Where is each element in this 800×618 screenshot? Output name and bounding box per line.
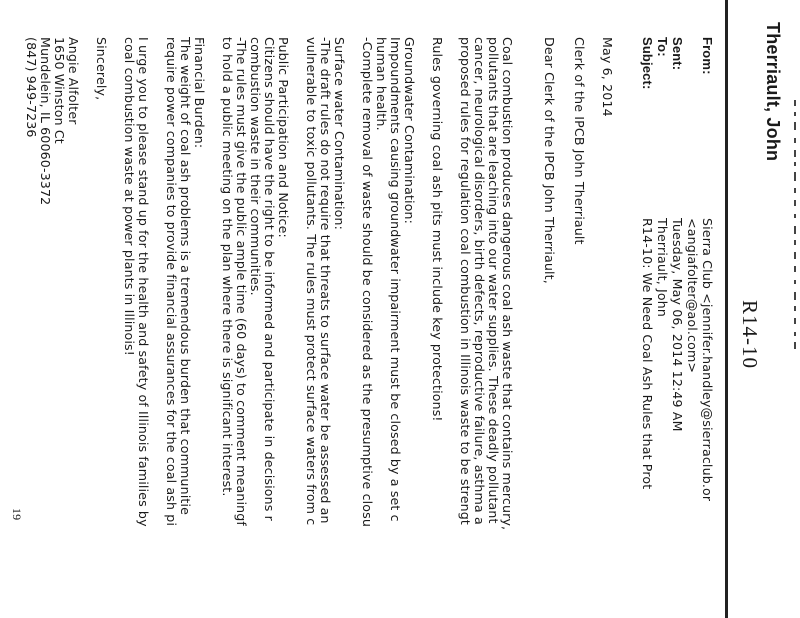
section-heading: Public Participation and Notice: — [276, 37, 291, 238]
section-heading: Financial Burden: — [192, 37, 207, 149]
paragraph-line: human health. — [374, 37, 389, 131]
paragraph-line: combustion waste in their communities. — [248, 37, 263, 296]
paragraph-line: cancer, neurological disorders, birth defects, reproductive failure, asthma a — [472, 37, 487, 525]
signer-city: Mundelein, IL 60060-3372 — [38, 37, 53, 206]
paragraph-line: vulnerable to toxic pollutants. The rules must protect surface waters from c — [304, 37, 319, 526]
sent-label: Sent: — [670, 37, 685, 71]
sent-value: Tuesday, May 06, 2014 12:49 AM — [670, 218, 685, 432]
paragraph-line: Impoundments causing groundwater impairment must be closed by a set c — [388, 37, 403, 522]
signer-name: Angie Alfolter — [66, 37, 81, 125]
subject-value: R14-10: We Need Coal Ash Rules that Prot — [640, 218, 655, 490]
paragraph-line: -Complete removal of waste should be considered as the presumptive closu — [360, 37, 375, 527]
signer-phone: (847) 949-7236 — [24, 37, 39, 138]
section-heading: Surface water Contamination: — [332, 37, 347, 231]
paragraph-line: pollutants that are leaching into our water supplies. These deadly pollutant — [486, 37, 501, 524]
paragraph-line: to hold a public meeting on the plan where there is significant interest. — [220, 37, 235, 497]
letter-date: May 6, 2014 — [600, 37, 615, 117]
from-label: From: — [700, 37, 715, 75]
to-value: Therriault, John — [655, 218, 670, 317]
header-rule — [725, 0, 728, 618]
valediction: Sincerely, — [94, 37, 109, 101]
paragraph-line: -The draft rules do not require that threats to surface water be assessed an — [318, 37, 333, 524]
paragraph-line: Coal combustion produces dangerous coal ash waste that contains mercury, — [500, 37, 515, 531]
sender-name: Therriault, John — [763, 22, 783, 162]
section-heading: Groundwater Contamination: — [402, 37, 417, 225]
document-number: R14-10 — [738, 300, 762, 369]
salutation: Dear Clerk of the IPCB John Therriault, — [542, 37, 557, 284]
paragraph-line: Citizens should have the right to be informed and participate in decisions r — [262, 37, 277, 521]
from-value: Sierra Club <jennifer.handley@sierraclub.or — [700, 218, 715, 502]
signer-street: 1650 Winston Ct — [52, 37, 67, 144]
paragraph-line: coal combustion waste at power plants in Illinois! — [122, 37, 137, 356]
paragraph-line: require power companies to provide financial assurances for the coal ash pi — [164, 37, 179, 527]
to-label: To: — [655, 37, 670, 57]
recipient-line: Clerk of the IPCB John Therriault — [572, 37, 587, 245]
paragraph-line: The weight of coal ash problems is a tremendous burden that communitie — [178, 37, 193, 515]
paragraph-line: proposed rules for regulation coal combustion in Illinois waste to be strengt — [458, 37, 473, 525]
subject-label: Subject: — [640, 37, 655, 90]
rules-statement: Rules governing coal ash pits must include key protections! — [430, 37, 445, 422]
page-number: 19 — [10, 508, 24, 521]
from-email-value: <angiafolter@aol.com> — [685, 218, 700, 374]
paragraph-line: -The rules must give the public ample time (60 days) to comment meaningf — [234, 37, 249, 526]
paragraph-line: I urge you to please stand up for the health and safety of Illinois families by — [136, 37, 151, 527]
